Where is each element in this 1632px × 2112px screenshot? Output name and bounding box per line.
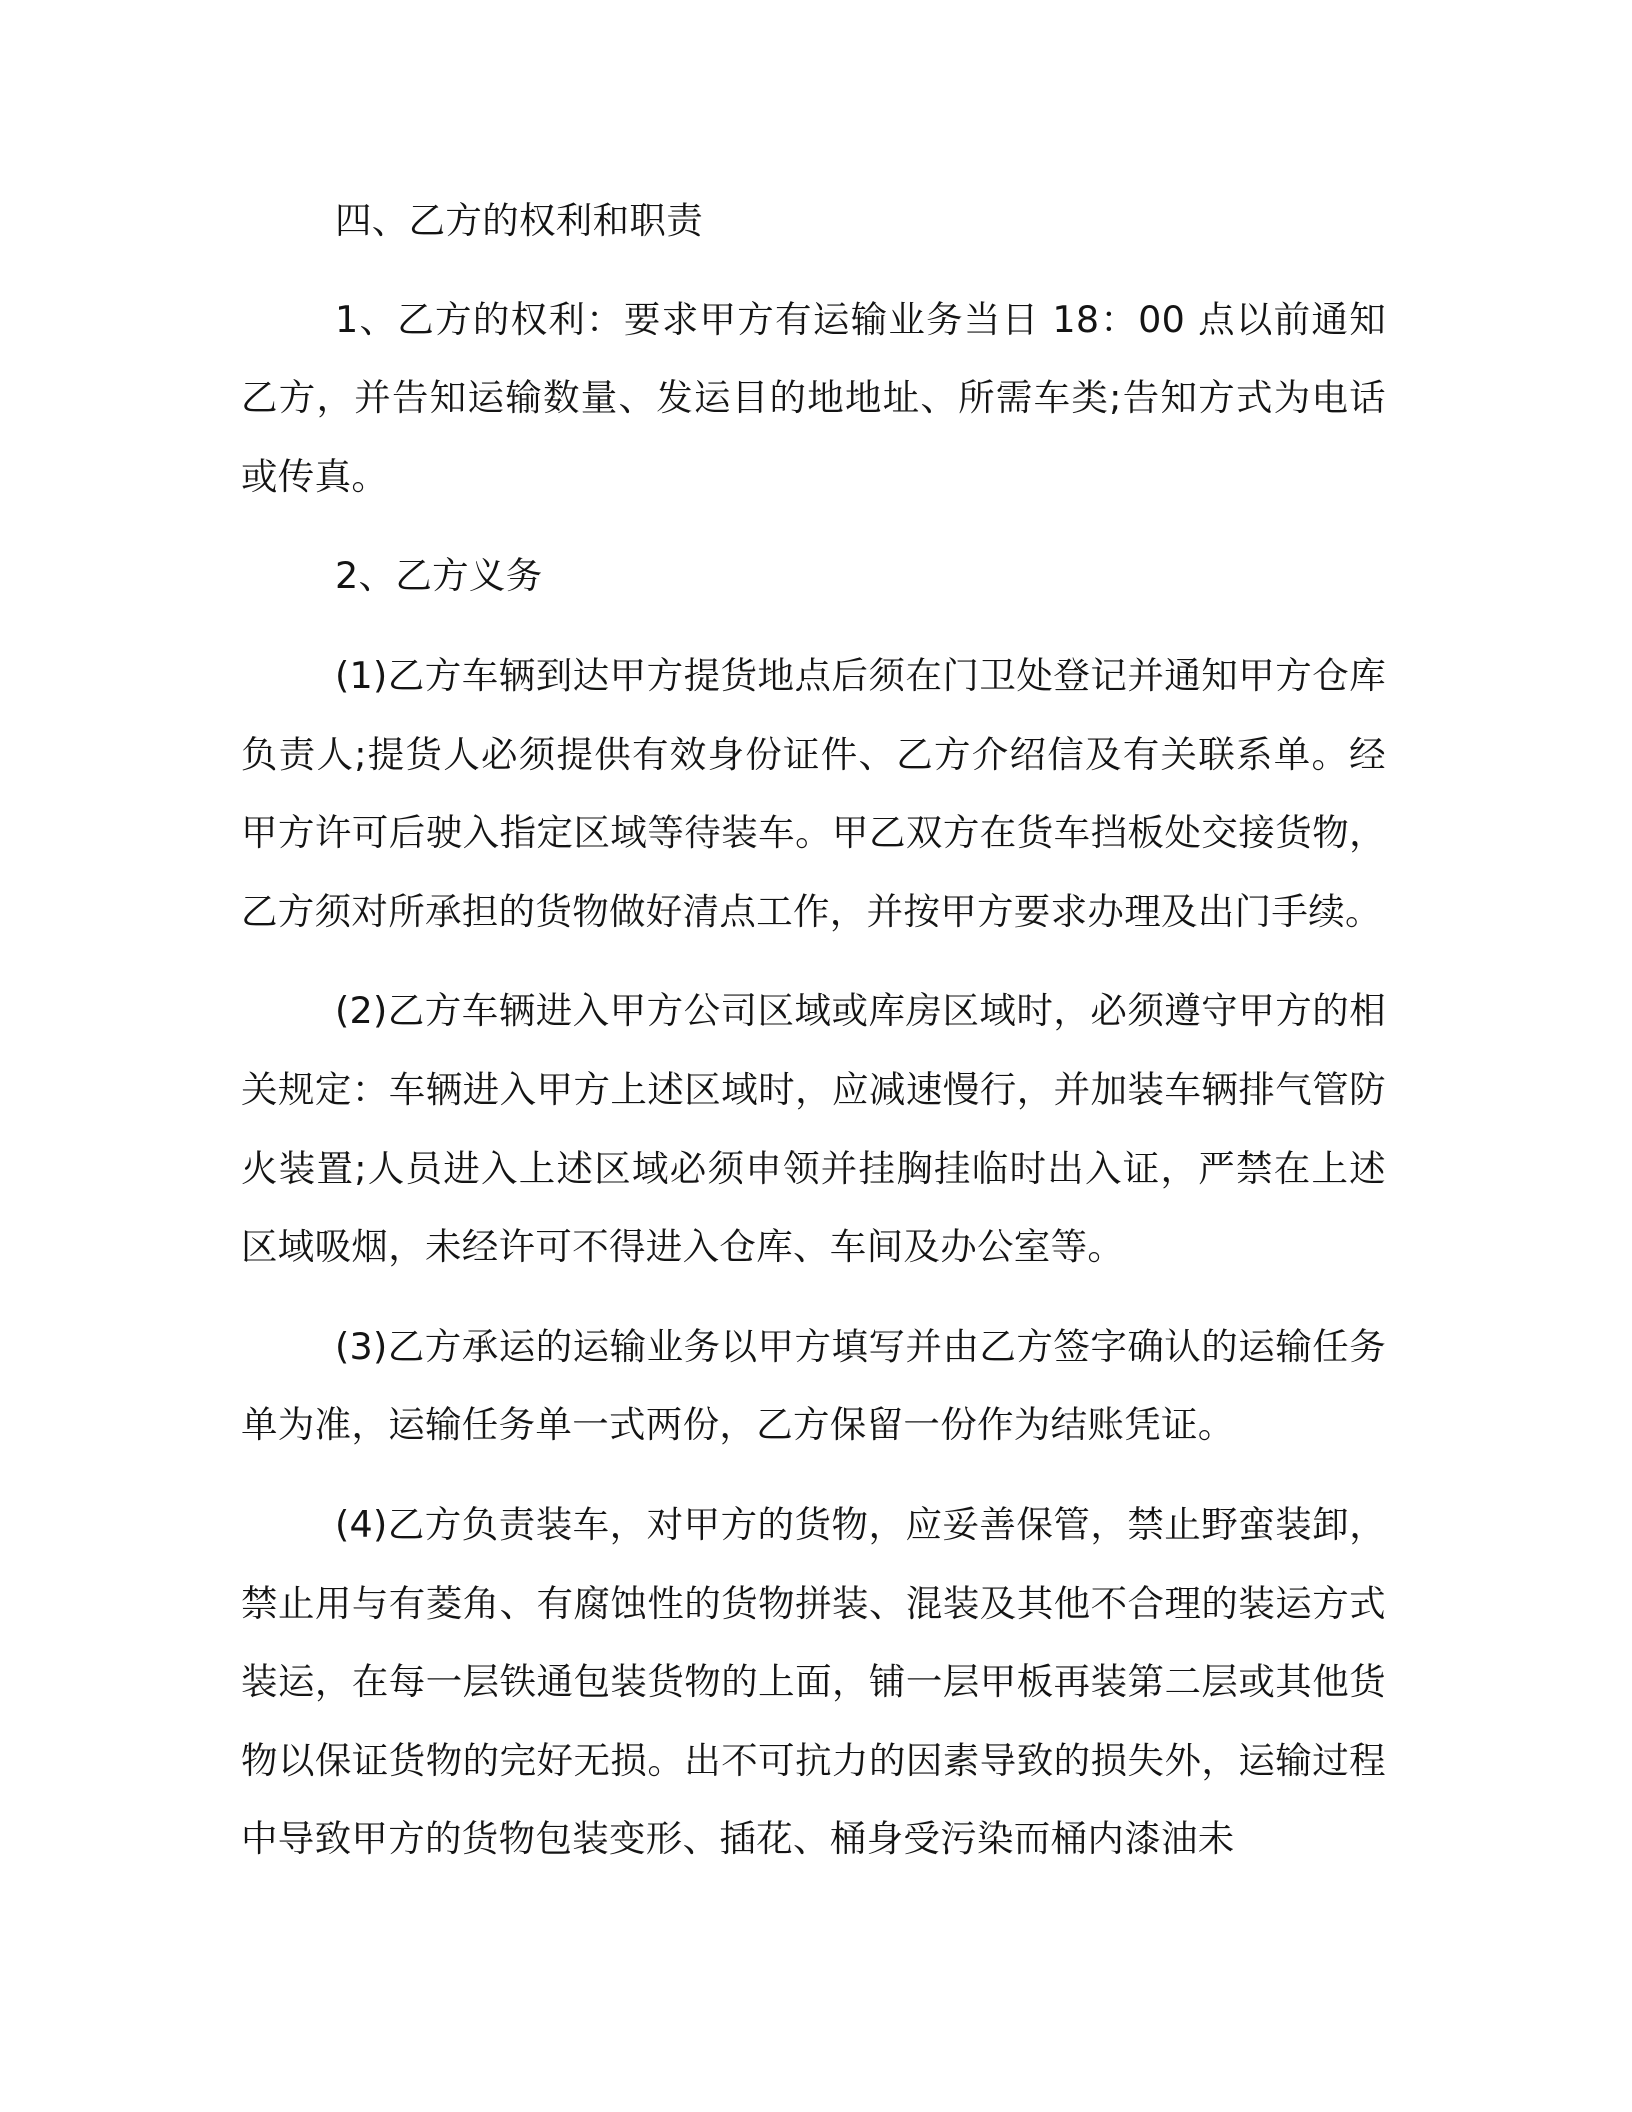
paragraph-obligation-1: (1)乙方车辆到达甲方提货地点后须在门卫处登记并通知甲方仓库负责人;提货人必须提供有效身份证件、乙方介绍信及有关联系单。经甲方许可后驶入指定区域等待装车。甲乙双方在货车挡板处交接货物，乙方须对所承担的货物做好清点工作，并按甲方要求办理及出门手续。 (241, 653, 1386, 933)
document-body (241, 182, 1386, 1879)
paragraph-obligation-4: (4)乙方负责装车，对甲方的货物，应妥善保管，禁止野蛮装卸，禁止用与有菱角、有腐蚀性的货物拼装、混装及其他不合理的装运方式装运，在每一层铁通包装货物的上面，铺一层甲板再装第二层或其他货物以保证货物的完好无损。出不可抗力的因素导致的损失外，运输过程中导致甲方的货物包装变形、插花、桶身受污染而桶内漆油未 (241, 1502, 1386, 1861)
paragraph-rights: 1、乙方的权利：要求甲方有运输业务当日 18：00 点以前通知乙方，并告知运输数量、发运目的地地址、所需车类;告知方式为电话或传真。 (241, 297, 1386, 498)
paragraph-obligation-2: (2)乙方车辆进入甲方公司区域或库房区域时，必须遵守甲方的相关规定：车辆进入甲方上述区域时，应减速慢行，并加装车辆排气管防火装置;人员进入上述区域必须申领并挂胸挂临时出入证，严禁在上述区域吸烟，未经许可不得进入仓库、车间及办公室等。 (241, 989, 1386, 1269)
paragraph-obligations-title: 2、乙方义务 (335, 554, 543, 598)
section-heading: 四、乙方的权利和职责 (335, 199, 703, 242)
paragraph-obligation-3: (3)乙方承运的运输业务以甲方填写并由乙方签字确认的运输任务单为准，运输任务单一式两份，乙方保留一份作为结账凭证。 (241, 1324, 1386, 1447)
